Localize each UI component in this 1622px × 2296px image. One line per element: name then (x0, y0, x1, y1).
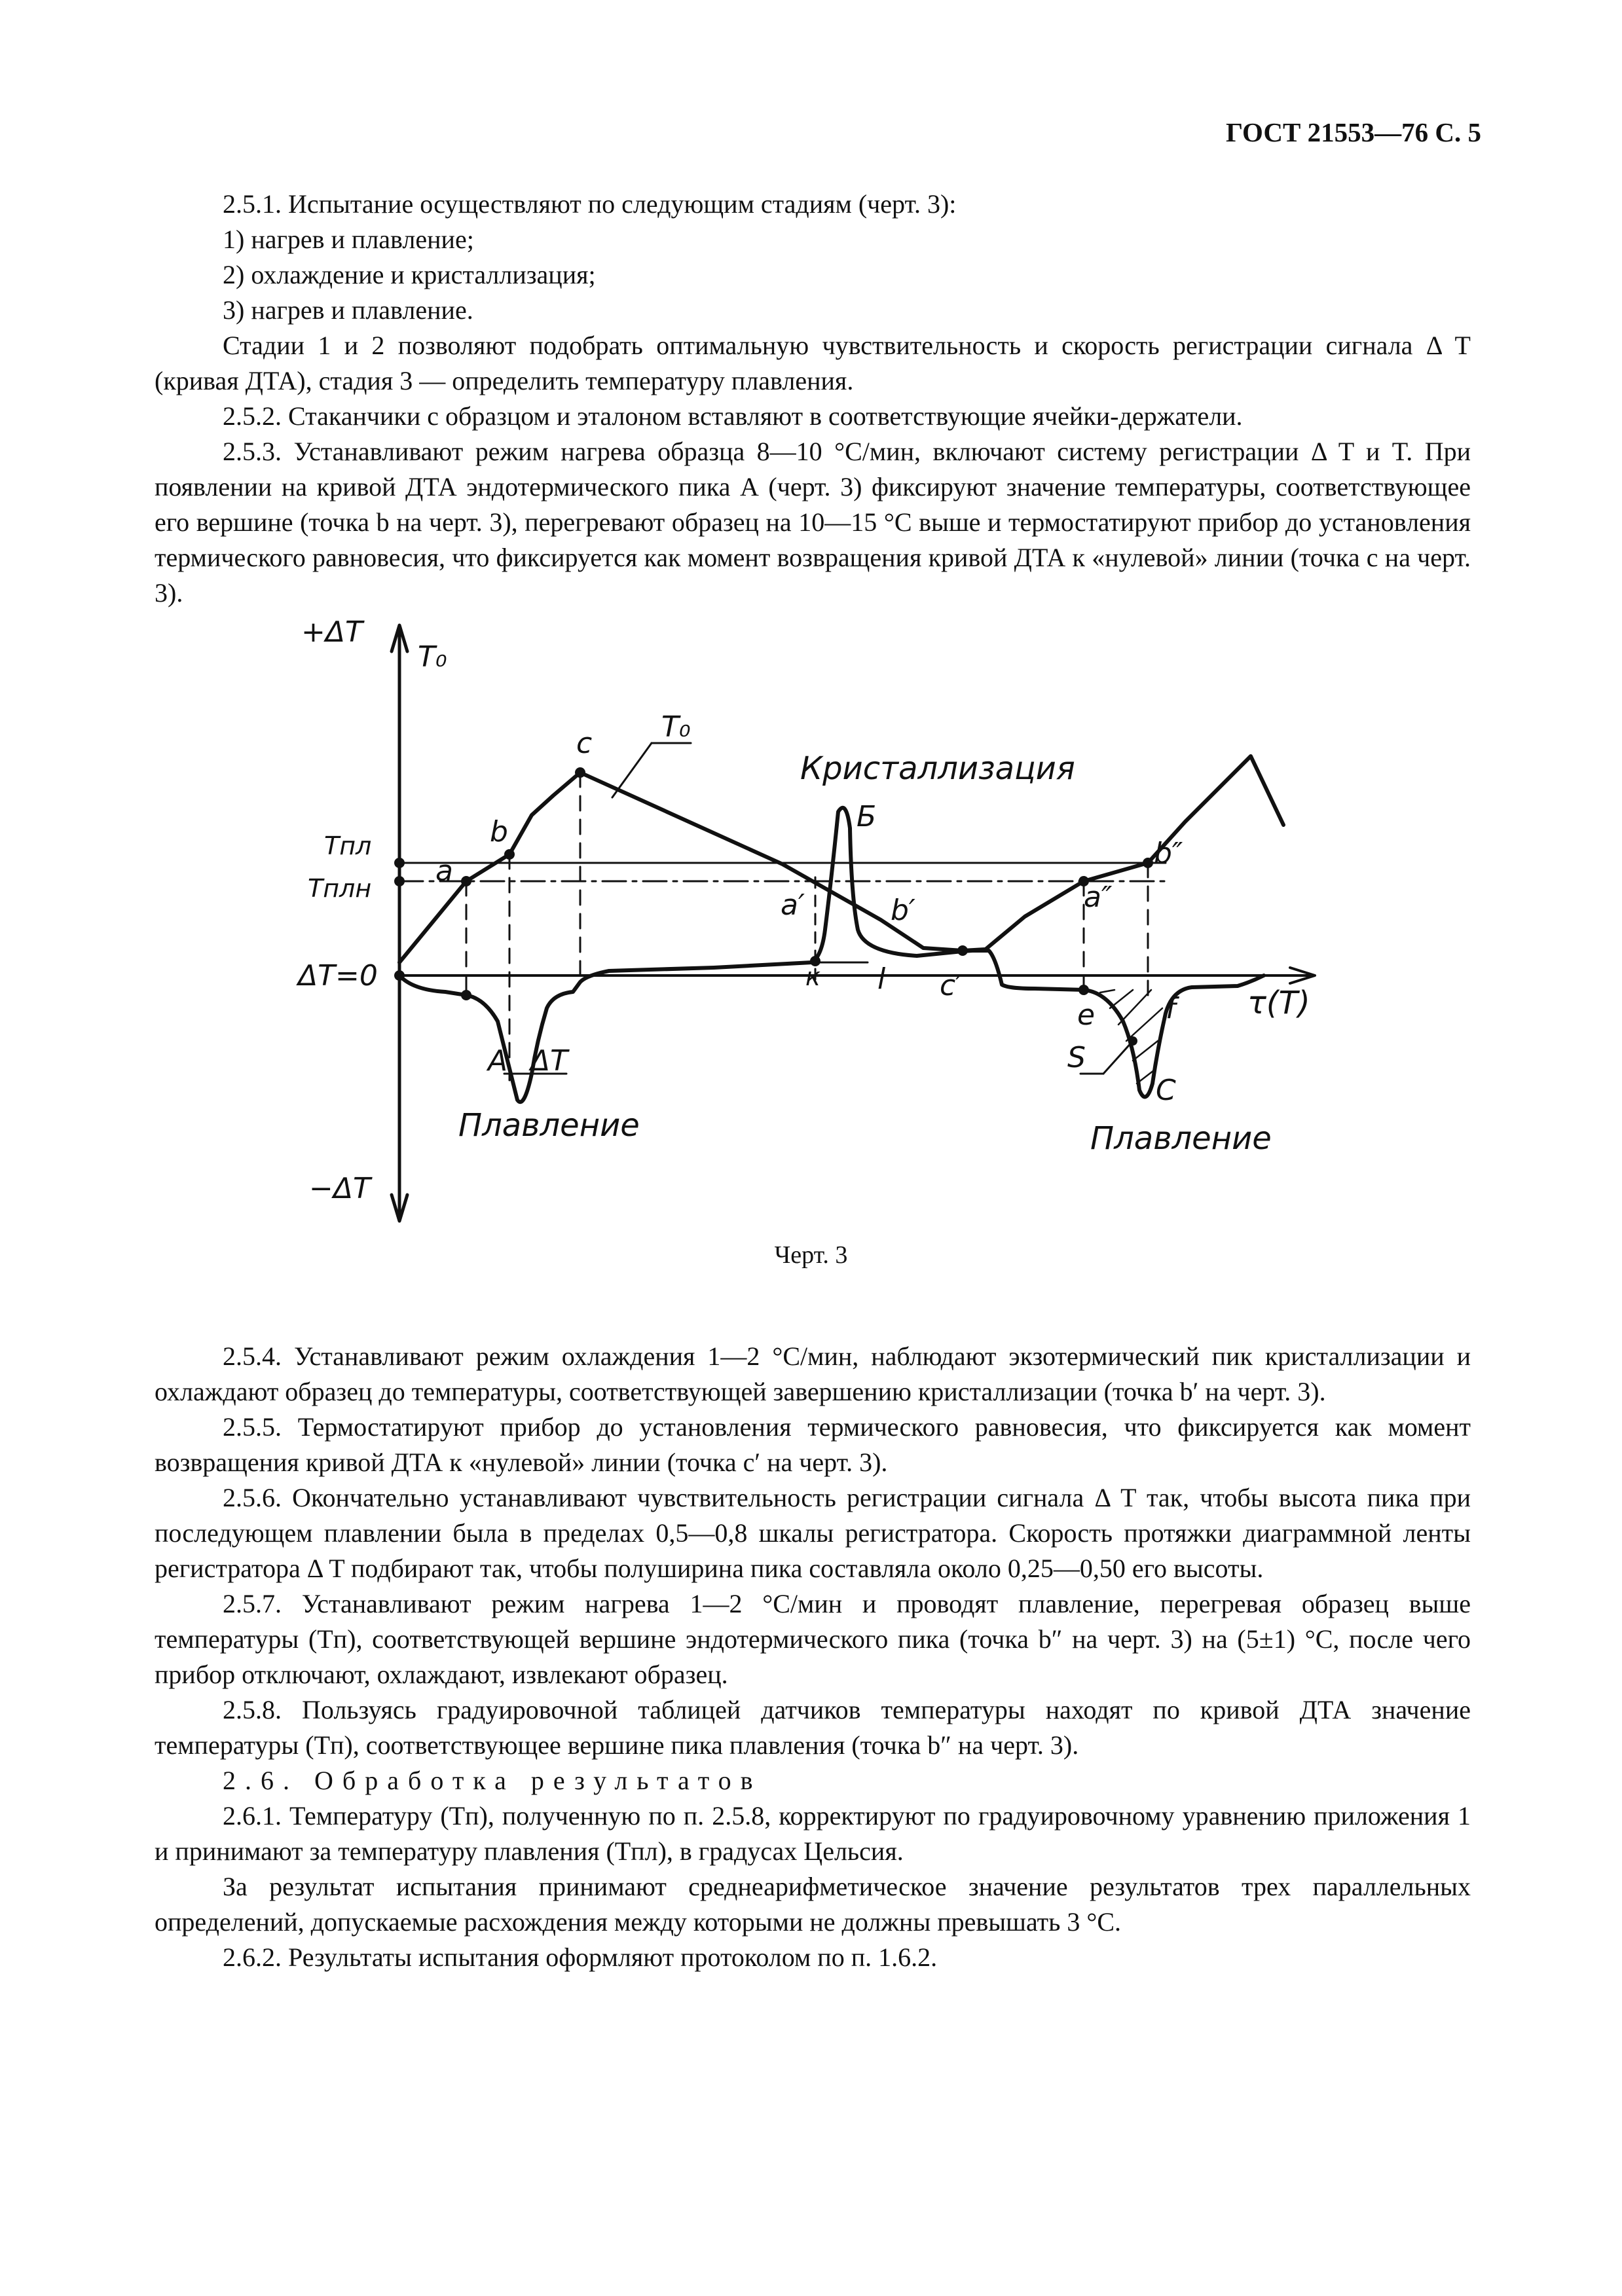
label-k: к (805, 962, 820, 991)
label-peak-c: C (1156, 1074, 1176, 1107)
label-melting-2: Плавление (1090, 1120, 1272, 1157)
dta-curve (399, 808, 1264, 1102)
paragraph-2-5-6: 2.5.6. Окончательно устанавливают чувствительность регистрации сигнала Δ T так, чтобы высота пика при последующем плавлении была в пределах 0,5—0,8 шкалы регистратора. Скорость протяжки диаграммной ленты регистратора Δ T подбирают так, чтобы полуширина пика составляла около 0,25—0,50 его высоты. (155, 1483, 1471, 1583)
paragraph-2-5-3: 2.5.3. Устанавливают режим нагрева образца 8—10 °С/мин, включают систему регистрации Δ T и T. При появлении на кривой ДТА эндотермического пика А (черт. 3) фиксируют значение температуры, соответствующее его вершине (точка b на черт. 3), перегревают образец на 10—15 °С выше и термостатируют прибор до установления термического равновесия, что фиксируется как момент возвращения кривой ДТА к «нулевой» линии (точка c на черт. 3). (155, 437, 1471, 608)
s-leader (1103, 1041, 1133, 1074)
label-a: a (435, 854, 453, 888)
label-crystallization: Кристаллизация (800, 750, 1075, 787)
list-item-2: 2) охлаждение и кристаллизация; (223, 260, 596, 289)
label-b2: b″ (1154, 837, 1183, 870)
paragraph-2-5-7: 2.5.7. Устанавливают режим нагрева 1—2 °С/мин и проводят плавление, перегревая образец выше температуры (Tп), соответствующей вершине эндотермического пика (точка b″ на черт. 3) на (5±1) °С, после чего прибор отключают, охлаждают, извлекают образец. (155, 1589, 1471, 1689)
label-t-pl-n: Tплн (308, 874, 372, 903)
label-time-axis: τ(T) (1247, 985, 1310, 1021)
bottom-text-block (155, 1339, 1471, 1975)
label-t0-curve: T₀ (661, 710, 691, 744)
page-header: ГОСТ 21553—76 С. 5 (1225, 117, 1481, 147)
figure-dta-curve (288, 589, 1362, 1244)
list-item-1: 1) нагрев и плавление; (223, 225, 474, 254)
label-peak-a: A (488, 1044, 508, 1078)
paragraph-2-5-1: 2.5.1. Испытание осуществляют по следующим стадиям (черт. 3): (223, 189, 957, 219)
paragraph-2-5-8: 2.5.8. Пользуясь градуировочной таблицей датчиков температуры находят по кривой ДТА значение температуры (Tп), соответствующее вершине пика плавления (точка b″ на черт. 3). (155, 1695, 1471, 1760)
label-b: b (490, 815, 508, 848)
paragraph-stages: Стадии 1 и 2 позволяют подобрать оптимальную чувствительность и скорость регистрации сигнала Δ T (кривая ДТА), стадия 3 — определить температуру плавления. (155, 331, 1471, 395)
label-e: e (1077, 998, 1096, 1032)
label-a1: a′ (781, 888, 805, 922)
section-heading-2-6: 2.6. Обработка результатов (223, 1766, 762, 1795)
dta-diagram (288, 589, 1362, 1244)
label-dt-curve: ΔT (530, 1044, 568, 1078)
label-t-pl: Tпл (324, 831, 372, 860)
t0-leader (612, 743, 652, 797)
label-dt-zero: ΔT=0 (298, 959, 378, 993)
list-item-3: 3) нагрев и плавление. (223, 295, 473, 325)
label-a2: a″ (1084, 881, 1113, 914)
label-l: l (877, 962, 886, 996)
paragraph-2-5-2: 2.5.2. Стаканчики с образцом и эталоном вставляют в соответствующие ячейки-держатели. (223, 401, 1243, 431)
label-plus-dt: +ΔT (301, 615, 363, 649)
label-peak-b: Б (857, 800, 877, 833)
figure-caption: Черт. 3 (774, 1241, 848, 1269)
label-melting-1: Плавление (458, 1107, 640, 1144)
paragraph-2-6-2: 2.6.2. Результаты испытания оформляют протоколом по п. 1.6.2. (223, 1942, 938, 1972)
label-c1: c′ (940, 969, 963, 1002)
paragraph-2-5-4: 2.5.4. Устанавливают режим охлаждения 1—2 °С/мин, наблюдают экзотермический пик кристаллизации и охлаждают образец до температуры, соответствующей завершению кристаллизации (точка b′ на черт. 3). (155, 1341, 1471, 1406)
label-b1: b′ (891, 894, 915, 927)
label-t0-axis: T₀ (418, 640, 447, 674)
paragraph-2-6-1: 2.6.1. Температуру (Tп), полученную по п. 2.5.8, корректируют по градуировочному уравнению приложения 1 и принимают за температуру плавления (Tпл), в градусах Цельсия. (155, 1801, 1471, 1866)
label-f: f (1166, 992, 1176, 1025)
label-minus-dt: −ΔT (309, 1172, 371, 1205)
label-c: c (576, 727, 593, 760)
label-s: S (1067, 1041, 1086, 1074)
top-text-block (155, 187, 1471, 611)
paragraph-result: За результат испытания принимают среднеарифметическое значение результатов трех параллельных определений, допускаемые расхождения между которыми не должны превышать 3 °С. (155, 1872, 1471, 1937)
paragraph-2-5-5: 2.5.5. Термостатируют прибор до установления термического равновесия, что фиксируется как момент возвращения кривой ДТА к «нулевой» линии (точка c′ на черт. 3). (155, 1412, 1471, 1477)
